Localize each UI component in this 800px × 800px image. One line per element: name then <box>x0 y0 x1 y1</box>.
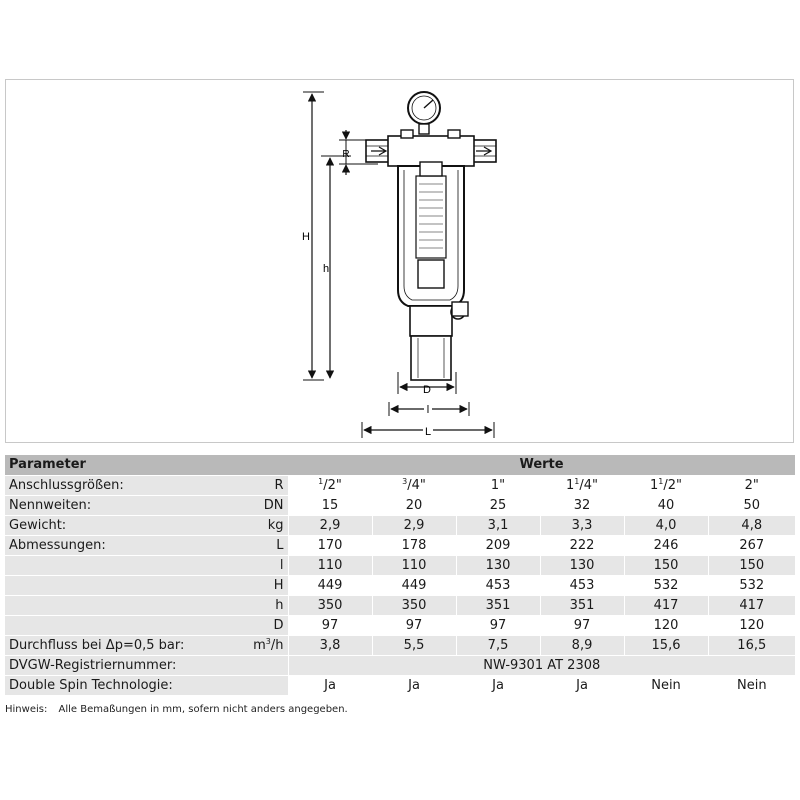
footnote <box>5 704 356 715</box>
technical-drawing-frame <box>5 79 794 443</box>
dim-L-label: L <box>424 426 432 438</box>
dim-H-label: H <box>302 231 310 243</box>
row-unit: H <box>220 575 288 595</box>
table-row <box>5 535 795 555</box>
size-cell: $^1$/2" <box>288 475 372 495</box>
row-label <box>5 595 220 615</box>
value-cell: 20 <box>372 495 456 515</box>
size-numerator: 1 <box>318 476 324 486</box>
table-row <box>5 475 795 495</box>
value-cell: Ja <box>540 675 624 695</box>
value-cell: 170 <box>288 535 372 555</box>
size-whole: 1" <box>490 477 506 493</box>
size-numerator: 3 <box>402 476 408 486</box>
unit-superscript: 3 <box>265 636 271 646</box>
row-label: Nennweiten: <box>5 495 220 515</box>
value-cell: 120 <box>624 615 708 635</box>
specification-table <box>5 455 795 696</box>
value-cell: 2,9 <box>288 515 372 535</box>
value-cell: 417 <box>708 595 795 615</box>
size-numerator: 1 <box>658 476 664 486</box>
value-cell: 15,6 <box>624 635 708 655</box>
value-cell: 97 <box>372 615 456 635</box>
value-cell: 209 <box>456 535 540 555</box>
size-denominator: 2" <box>327 477 342 493</box>
filter-technical-drawing <box>6 80 795 444</box>
value-cell: 97 <box>456 615 540 635</box>
value-cell: 16,5 <box>708 635 795 655</box>
value-cell: Ja <box>372 675 456 695</box>
value-cell: 222 <box>540 535 624 555</box>
value-cell: 32 <box>540 495 624 515</box>
value-cell: 4,8 <box>708 515 795 535</box>
value-cell: 532 <box>708 575 795 595</box>
size-whole: 1 <box>650 477 659 493</box>
dvgw-number: NW-9301 AT 2308 <box>288 655 795 675</box>
footnote-text: Alle Bemaßungen in mm, sofern nicht anders angegeben. <box>58 704 348 715</box>
row-label: Double Spin Technologie: <box>5 675 288 695</box>
dimension-L <box>362 422 494 438</box>
dimension-l <box>389 402 469 416</box>
table-row <box>5 515 795 535</box>
table-header-row <box>5 455 795 475</box>
size-denominator: 4" <box>583 477 599 493</box>
table-row <box>5 495 795 515</box>
value-cell: 120 <box>708 615 795 635</box>
row-unit: l <box>220 555 288 575</box>
size-denominator: 4" <box>411 477 426 493</box>
value-cell: 453 <box>456 575 540 595</box>
table-row <box>5 595 795 615</box>
value-cell: 350 <box>372 595 456 615</box>
value-cell: 453 <box>540 575 624 595</box>
row-unit: kg <box>220 515 288 535</box>
size-whole: 2" <box>744 477 759 493</box>
value-cell: 150 <box>708 555 795 575</box>
dimension-h <box>321 156 351 378</box>
size-cell: $1^1/2$" <box>624 475 708 495</box>
row-unit <box>220 635 288 655</box>
unit-base: m <box>253 637 266 653</box>
value-cell: Nein <box>624 675 708 695</box>
size-numerator: 1 <box>574 476 580 486</box>
footnote-label: Hinweis: <box>5 704 48 715</box>
row-label <box>5 555 220 575</box>
value-cell: 8,9 <box>540 635 624 655</box>
table-row <box>5 675 795 695</box>
table-row <box>5 655 795 675</box>
dim-D-label: D <box>423 384 431 396</box>
row-label: Gewicht: <box>5 515 220 535</box>
table-row <box>5 555 795 575</box>
value-cell: 449 <box>372 575 456 595</box>
value-cell: 2,9 <box>372 515 456 535</box>
table-row <box>5 575 795 595</box>
value-cell: 110 <box>288 555 372 575</box>
value-cell: Ja <box>288 675 372 695</box>
value-cell: 97 <box>288 615 372 635</box>
size-cell: $1^1/4$" <box>540 475 624 495</box>
table-row <box>5 615 795 635</box>
value-cell: 130 <box>540 555 624 575</box>
value-cell: 25 <box>456 495 540 515</box>
row-label <box>5 575 220 595</box>
value-cell: 350 <box>288 595 372 615</box>
row-unit: DN <box>220 495 288 515</box>
value-cell: 449 <box>288 575 372 595</box>
row-label: DVGW-Registriernummer: <box>5 655 288 675</box>
value-cell: Ja <box>456 675 540 695</box>
value-cell: 246 <box>624 535 708 555</box>
dim-R-label: R <box>342 149 350 160</box>
dimension-H <box>302 92 324 380</box>
value-cell: 5,5 <box>372 635 456 655</box>
value-cell: 50 <box>708 495 795 515</box>
value-cell: Nein <box>708 675 795 695</box>
value-cell: 178 <box>372 535 456 555</box>
value-cell: 110 <box>372 555 456 575</box>
size-cell <box>456 475 540 495</box>
value-cell: 3,3 <box>540 515 624 535</box>
value-cell: 351 <box>456 595 540 615</box>
value-cell: 4,0 <box>624 515 708 535</box>
row-unit: D <box>220 615 288 635</box>
value-cell: 15 <box>288 495 372 515</box>
dim-l-label: l <box>426 404 430 416</box>
value-cell: 351 <box>540 595 624 615</box>
value-cell: 97 <box>540 615 624 635</box>
parameter-header: Parameter <box>5 455 288 475</box>
value-cell: 130 <box>456 555 540 575</box>
value-cell: 417 <box>624 595 708 615</box>
row-unit: R <box>220 475 288 495</box>
value-cell: 40 <box>624 495 708 515</box>
value-cell: 267 <box>708 535 795 555</box>
dim-h-label: h <box>322 263 330 275</box>
row-unit: L <box>220 535 288 555</box>
size-whole: 1 <box>566 477 575 493</box>
value-cell: 150 <box>624 555 708 575</box>
size-cell <box>708 475 795 495</box>
size-cell: $^3$/4" <box>372 475 456 495</box>
unit-tail: /h <box>270 637 284 653</box>
value-cell: 7,5 <box>456 635 540 655</box>
row-unit: h <box>220 595 288 615</box>
value-cell: 3,1 <box>456 515 540 535</box>
filter-body-illustration <box>366 92 496 380</box>
row-label: Abmessungen: <box>5 535 220 555</box>
row-label <box>5 615 220 635</box>
row-label: Anschlussgrößen: <box>5 475 220 495</box>
value-cell: 3,8 <box>288 635 372 655</box>
werte-header: Werte <box>288 455 795 475</box>
row-label: Durchfluss bei Δp=0,5 bar: <box>5 635 220 655</box>
table-row <box>5 635 795 655</box>
size-denominator: 2" <box>667 477 683 493</box>
value-cell: 532 <box>624 575 708 595</box>
